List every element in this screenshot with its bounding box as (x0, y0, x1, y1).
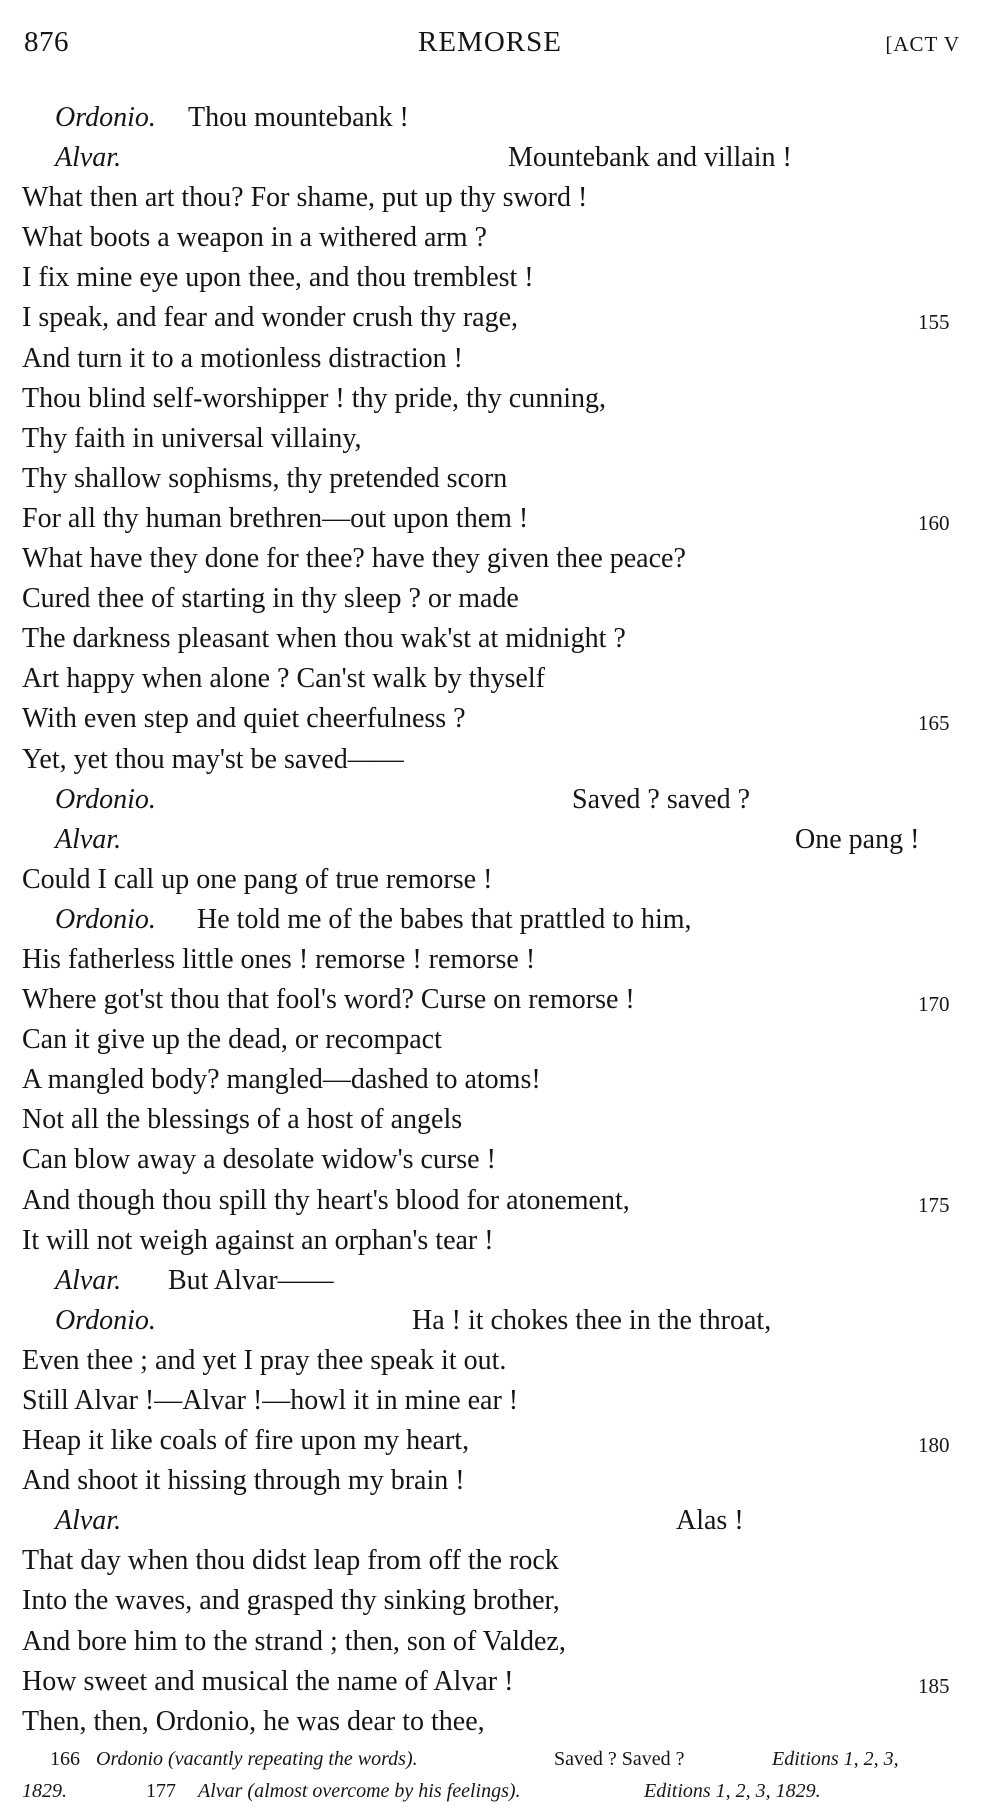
verse-text: His fatherless little ones ! remorse ! remorse ! (22, 943, 536, 975)
verse-text: One pang ! (795, 823, 920, 855)
footnote-text: 1829. (22, 1780, 67, 1802)
verse-line (0, 699, 1000, 739)
verse-line (0, 258, 1000, 298)
verse-line (0, 178, 1000, 218)
verse-line (0, 1140, 1000, 1180)
verse-line (0, 1702, 1000, 1742)
verse-line (0, 1662, 1000, 1702)
verse-text: And turn it to a motionless distraction ! (22, 342, 463, 374)
verse-line (0, 339, 1000, 379)
footnote-text: Editions 1, 2, 3, (772, 1748, 899, 1770)
verse-line (0, 1181, 1000, 1221)
verse-text: Thou mountebank ! (188, 102, 409, 133)
verse-text: That day when thou didst leap from off the rock (22, 1545, 559, 1577)
speaker-name: Alvar. (55, 1264, 122, 1296)
speaker-name: Ordonio. (55, 783, 156, 815)
verse-line (0, 820, 1000, 860)
verse-text: Still Alvar !—Alvar !—howl it in mine ear ! (22, 1385, 519, 1416)
verse-line (0, 940, 1000, 980)
verse-line (0, 298, 1000, 338)
verse-text: The darkness pleasant when thou wak'st at midnight ? (22, 623, 626, 655)
running-header (20, 22, 960, 62)
verse-text: What have they done for thee? have they given thee peace? (22, 543, 686, 575)
verse-text: Heap it like coals of fire upon my heart, (22, 1425, 470, 1457)
verse-text: Yet, yet thou may'st be saved—— (22, 743, 404, 775)
running-title: REMORSE (418, 26, 562, 58)
speaker-name: Alvar. (55, 142, 122, 174)
verse-line (0, 1381, 1000, 1421)
verse-line (0, 98, 1000, 138)
verse-line (0, 1221, 1000, 1261)
footnote-text: Ordonio (vacantly repeating the words). (96, 1748, 418, 1770)
verse-line (0, 980, 1000, 1020)
verse-text: Not all the blessings of a host of angels (22, 1104, 463, 1136)
verse-line (0, 218, 1000, 258)
speaker-name: Ordonio. (55, 102, 156, 133)
verse-line (0, 499, 1000, 539)
verse-text: He told me of the babes that prattled to him, (197, 903, 692, 935)
verse-text: Even thee ; and yet I pray thee speak it out. (22, 1344, 507, 1376)
verse-line (0, 1261, 1000, 1301)
verse-line (0, 1341, 1000, 1381)
verse-line (0, 459, 1000, 499)
verse-text: Thou blind self-worshipper ! thy pride, thy cunning, (22, 382, 607, 414)
line-number: 170 (918, 992, 950, 1017)
verse-line (0, 740, 1000, 780)
verse-line (0, 579, 1000, 619)
speaker-name: Alvar. (55, 823, 122, 855)
verse-line (0, 419, 1000, 459)
verse-text: What boots a weapon in a withered arm ? (22, 222, 487, 254)
line-number: 175 (918, 1192, 950, 1217)
verse-text: With even step and quiet cheerfulness ? (22, 703, 466, 735)
verse-text: And though thou spill thy heart's blood for atonement, (22, 1184, 630, 1216)
line-number: 155 (918, 310, 950, 335)
verse-text: Where got'st thou that fool's word? Curse on remorse ! (22, 984, 635, 1016)
verse-text: Thy shallow sophisms, thy pretended scorn (22, 462, 508, 494)
footnote-text: 166 (50, 1748, 80, 1770)
line-number: 165 (918, 711, 950, 736)
verse-text: Ha ! it chokes thee in the throat, (412, 1304, 772, 1336)
verse-text: Art happy when alone ? Can'st walk by thyself (22, 663, 545, 695)
verse-text: Mountebank and villain ! (508, 142, 792, 174)
verse-text: Saved ? saved ? (572, 783, 751, 815)
footnote-line (22, 1775, 982, 1807)
verse-line (0, 1301, 1000, 1341)
verse-text: Cured thee of starting in thy sleep ? or made (22, 583, 519, 615)
verse-text: Then, then, Ordonio, he was dear to thee, (22, 1705, 485, 1737)
line-number: 185 (918, 1673, 950, 1698)
verse-line (0, 659, 1000, 699)
verse-text: I fix mine eye upon thee, and thou tremblest ! (22, 262, 534, 294)
verse-line (0, 1581, 1000, 1621)
verse-text: For all thy human brethren—out upon them ! (22, 502, 529, 534)
verse-line (0, 860, 1000, 900)
verse-text: And bore him to the strand ; then, son of Valdez, (22, 1625, 566, 1657)
verse-line (0, 900, 1000, 940)
verse-line (0, 138, 1000, 178)
verse-line (0, 1461, 1000, 1501)
verse-text: And shoot it hissing through my brain ! (22, 1465, 465, 1497)
footnote-line (22, 1743, 982, 1775)
verse-text: Alas ! (676, 1505, 744, 1537)
verse-text: Thy faith in universal villainy, (22, 422, 362, 454)
verse-text: It will not weigh against an orphan's tear ! (22, 1224, 494, 1256)
page-number: 876 (24, 26, 69, 58)
speaker-name: Ordonio. (55, 903, 156, 935)
act-marker: [ACT V (885, 32, 960, 56)
verse-line (0, 1421, 1000, 1461)
line-number: 180 (918, 1433, 950, 1458)
verse-text: A mangled body? mangled—dashed to atoms! (22, 1064, 541, 1096)
verse-text: What then art thou? For shame, put up thy sword ! (22, 182, 588, 214)
verse-text: But Alvar—— (168, 1264, 334, 1296)
verse-text: I speak, and fear and wonder crush thy rage, (22, 302, 519, 334)
verse-text: How sweet and musical the name of Alvar ! (22, 1665, 514, 1697)
verse-line (0, 539, 1000, 579)
verse-block (0, 98, 1000, 1742)
verse-line (0, 1020, 1000, 1060)
verse-line (0, 379, 1000, 419)
verse-line (0, 780, 1000, 820)
verse-line (0, 1541, 1000, 1581)
verse-line (0, 1060, 1000, 1100)
verse-text: Can blow away a desolate widow's curse ! (22, 1144, 496, 1176)
verse-line (0, 1100, 1000, 1140)
verse-line (0, 1501, 1000, 1541)
footnote-text: Alvar (almost overcome by his feelings). (198, 1780, 521, 1802)
footnote-text: Editions 1, 2, 3, 1829. (644, 1780, 821, 1802)
verse-text: Can it give up the dead, or recompact (22, 1024, 442, 1056)
speaker-name: Alvar. (55, 1505, 122, 1537)
verse-line (0, 1622, 1000, 1662)
footnotes (22, 1743, 982, 1807)
verse-text: Could I call up one pang of true remorse ! (22, 863, 493, 895)
verse-line (0, 619, 1000, 659)
verse-text: Into the waves, and grasped thy sinking brother, (22, 1585, 560, 1617)
footnote-text: 177 (146, 1780, 176, 1802)
line-number: 160 (918, 510, 950, 535)
speaker-name: Ordonio. (55, 1304, 156, 1336)
footnote-text: Saved ? Saved ? (554, 1748, 685, 1770)
